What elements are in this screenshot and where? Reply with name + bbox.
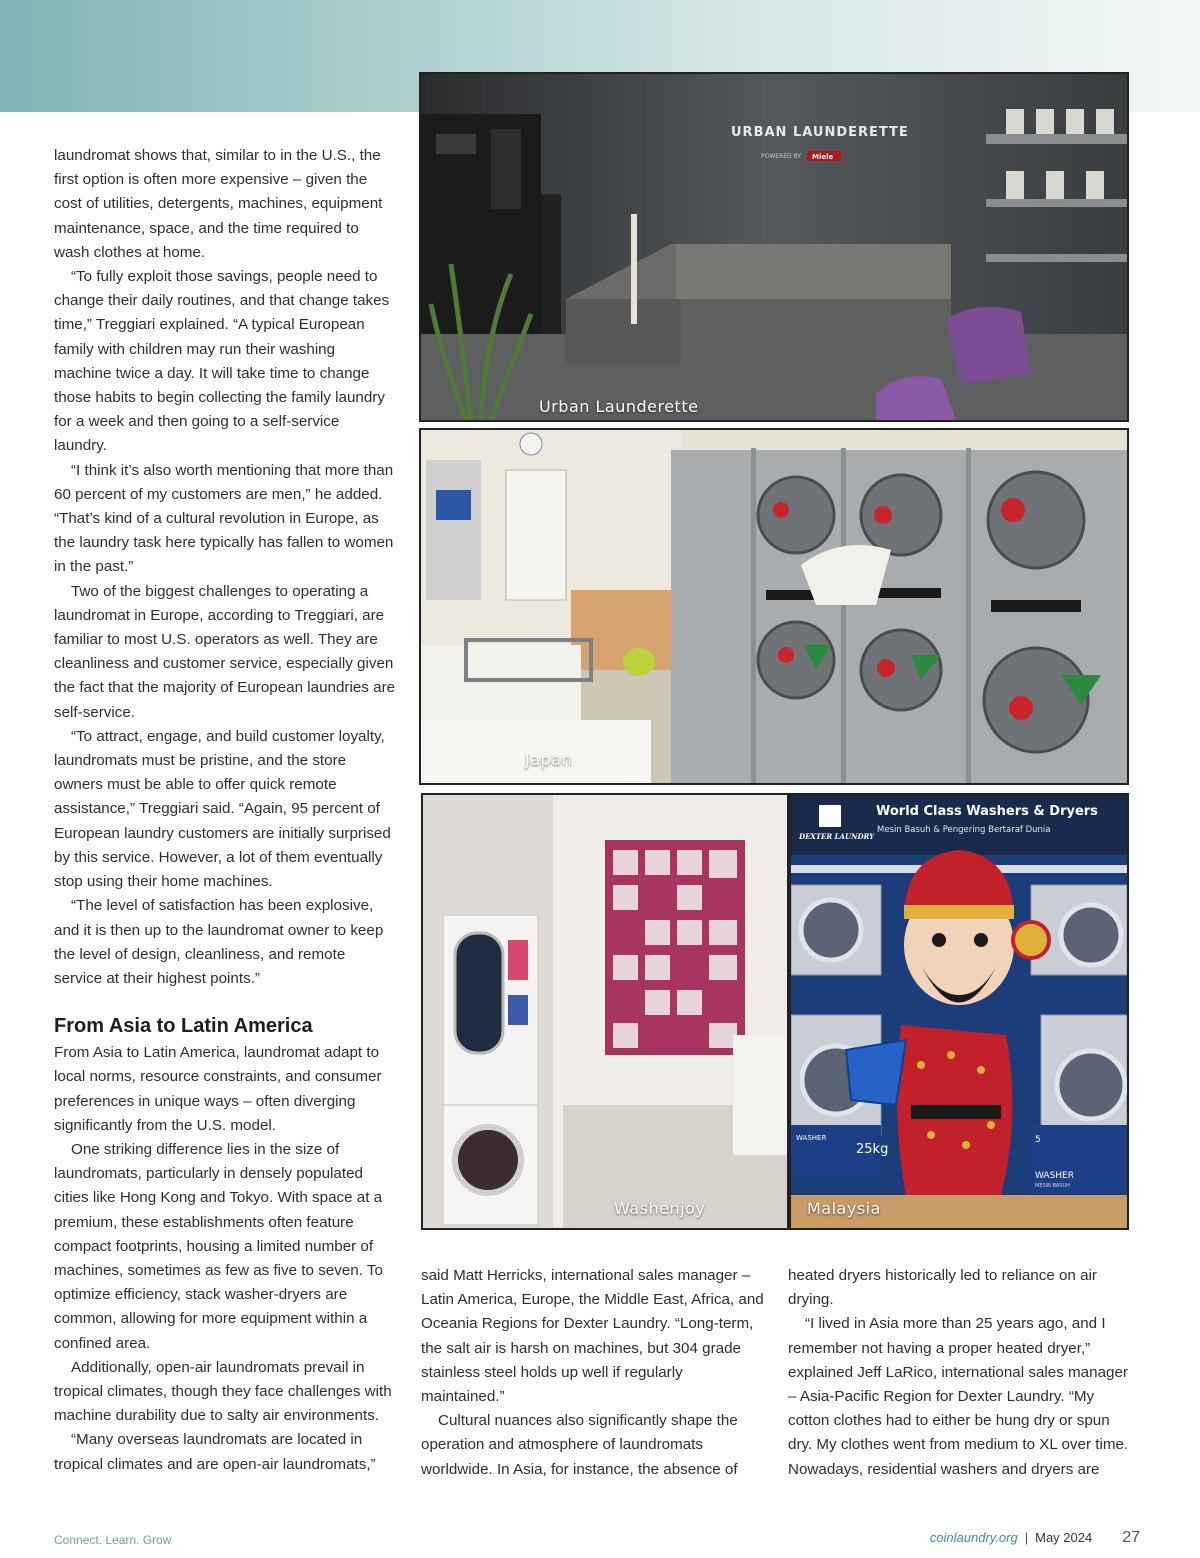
store-sign: URBAN LAUNDERETTE [731, 125, 909, 140]
photo-caption: Malaysia [807, 1199, 881, 1218]
store-sign-sub: POWERED BY [761, 153, 802, 160]
footer-site-link[interactable]: coinlaundry.org [929, 1530, 1018, 1545]
paragraph: One striking difference lies in the size of laundromats, particularly in densely populated cities like Hong Kong and Tokyo. With space at a premium, these establishments often feature compact footprints, housing a limited number of machines, sometimes as few as five to seven. To optimize efficiency, stack washer-dryers are common, allowing for more equipment within a confined area. [54, 1140, 383, 1352]
paragraph: “Many overseas laundromats are located in tropical climates and are open-air laundromats,” [54, 1431, 376, 1473]
footer-info [930, 1529, 1140, 1547]
photo-washenjoy [421, 793, 789, 1230]
paragraph: “To attract, engage, and build customer loyalty, laundromats must be pristine, and the store owners must be able to offer quick remote assistance,” Treggiari said. “Again, 95 percent of European laundry customers are initially surprised by this service. However, a lot of them eventually stop using their home machines. [54, 727, 391, 891]
capacity-label: 25kg [856, 1142, 889, 1157]
paragraph: “I lived in Asia more than 25 years ago, and I remember not having a proper heated dryer,” explained Jeff LaRico, international sales manager – Asia-Pacific Region for Dexter Laundry. “My cotton clothes had to either be hung dry or spun dry. My clothes went from medium to XL over time. Nowadays, residential washers and dryers are [788, 1315, 1129, 1478]
urban-launderette-illustration [421, 74, 1127, 420]
paragraph: Cultural nuances also significantly shape the operation and atmosphere of laundromats worldwide. In Asia, for instance, the absence of [421, 1412, 738, 1478]
dexter-logo: DEXTER LAUNDRY [799, 832, 875, 841]
column-left [54, 144, 396, 1477]
washenjoy-illustration [423, 795, 787, 1228]
footer-tagline: Connect. Learn. Grow [54, 1533, 172, 1547]
malaysia-illustration [791, 795, 1127, 1228]
photo-caption: Japan [525, 750, 573, 769]
column-right [788, 1264, 1133, 1482]
page-number: 27 [1122, 1529, 1140, 1546]
paragraph: Additionally, open-air laundromats prevail in tropical climates, though they face challenges with machine durability due to salty air environments. [54, 1358, 392, 1425]
paragraph: “I think it’s also worth mentioning that more than 60 percent of my customers are men,” he added. “That’s kind of a cultural revolution in Europe, as the laundry task here typically has fallen to women in the past.” [54, 461, 394, 576]
photo-urban-launderette [419, 72, 1129, 422]
paragraph: said Matt Herricks, international sales manager – Latin America, Europe, the Middle East, Africa, and Oceania Regions for Dexter Laundry. “Long-term, the salt air is harsh on machines, but 304 grade stainless steel holds up well if regularly maintained.” [421, 1267, 764, 1406]
paragraph: laundromat shows that, similar to in the U.S., the first option is often more expensive – given the cost of utilities, detergents, machines, equipment maintenance, space, and the time required to wash clothes at home. [54, 147, 383, 261]
machine-number: 5 [1035, 1135, 1041, 1145]
miele-logo: Miele [812, 153, 834, 161]
washer-label: WASHER [796, 1134, 827, 1142]
banner-title: World Class Washers & Dryers [876, 804, 1098, 819]
photo-caption: Urban Launderette [539, 397, 699, 416]
photo-malaysia [789, 793, 1129, 1230]
banner-subtitle: Mesin Basuh & Pengering Bertaraf Dunia [877, 825, 1051, 835]
photo-japan [419, 428, 1129, 785]
paragraph: Two of the biggest challenges to operating a laundromat in Europe, according to Treggiari, are familiar to most U.S. operators as well. They are cleanliness and customer service, especially given the fact that the majority of European laundries are self-service. [54, 582, 396, 721]
paragraph: heated dryers historically led to reliance on air drying. [788, 1267, 1097, 1309]
paragraph: From Asia to Latin America, laundromat adapt to local norms, resource constraints, and consumer preferences in unique ways – often diverging significantly from the U.S. model. [54, 1044, 382, 1134]
column-middle [421, 1264, 766, 1482]
footer-separator: | [1024, 1530, 1029, 1545]
photo-caption: Washenjoy [614, 1199, 706, 1218]
paragraph: “To fully exploit those savings, people need to change their daily routines, and that change takes time,” Treggiari explained. “A typical European family with children may run their washing machine twice a day. It will take time to change those habits to begin collecting the family laundry for a week and then going to a self-service laundry. [54, 268, 390, 455]
washer-sublabel: MESIN BASUH [1035, 1183, 1070, 1189]
footer-date: May 2024 [1035, 1530, 1093, 1545]
section-heading: From Asia to Latin America [54, 1015, 313, 1038]
paragraph: “The level of satisfaction has been explosive, and it is then up to the laundromat owner to keep the level of design, cleanliness, and remote service at their highest points.” [54, 897, 384, 987]
japan-laundromat-illustration [421, 430, 1127, 783]
washer-label: WASHER [1035, 1171, 1074, 1181]
